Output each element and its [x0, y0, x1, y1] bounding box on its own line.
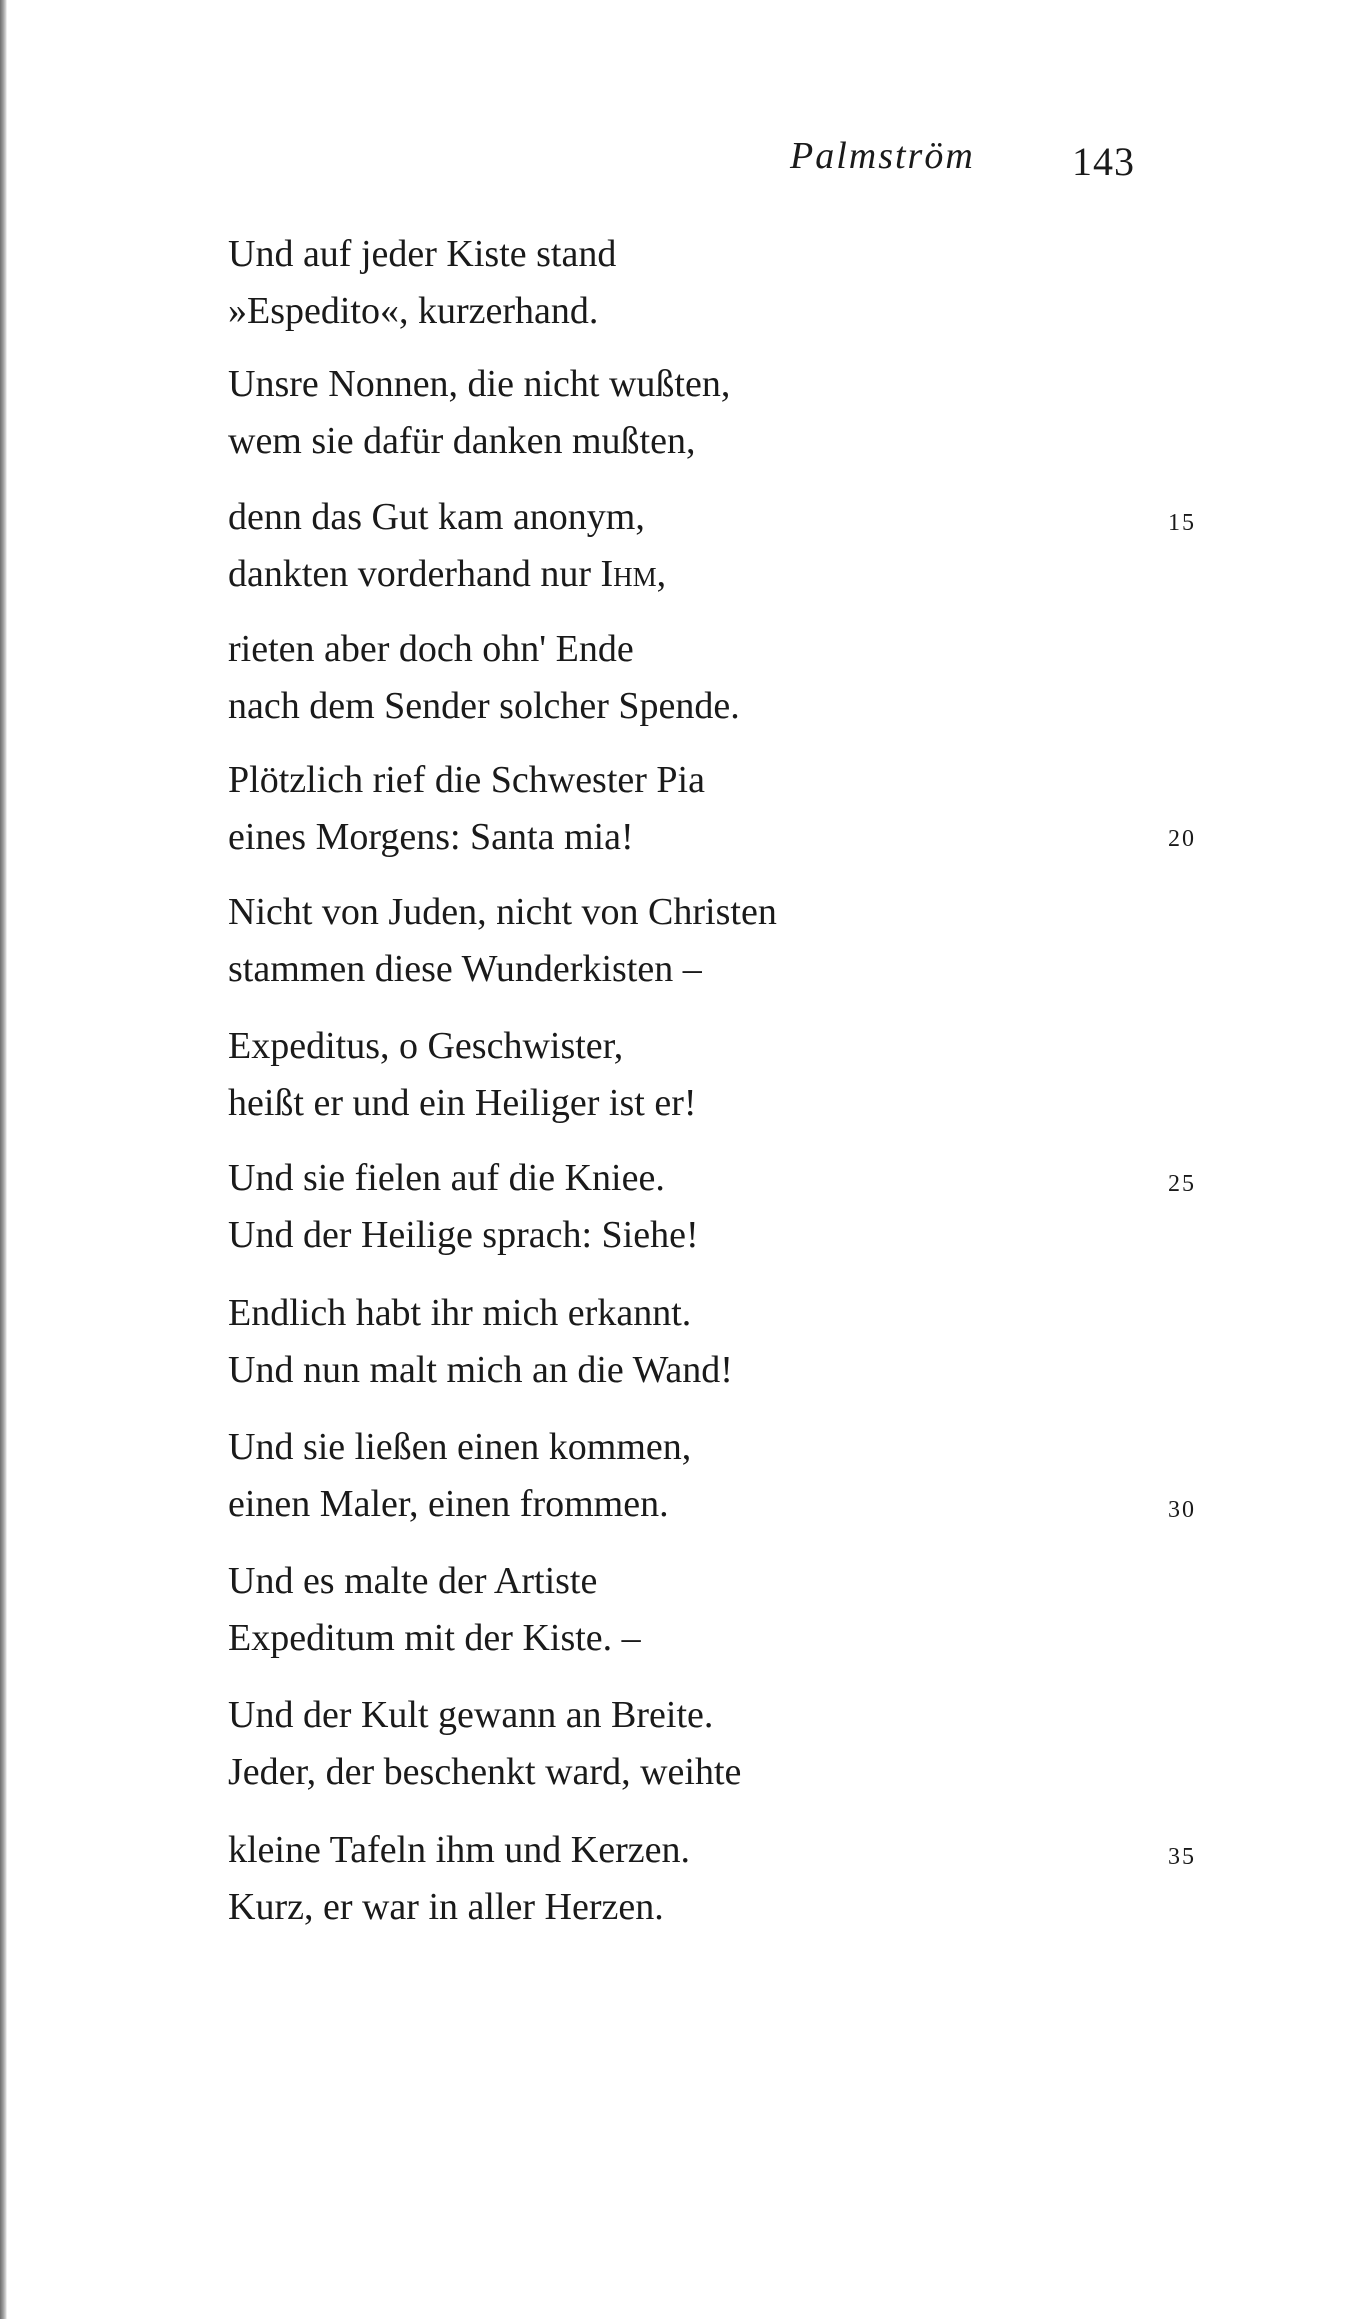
- page-number: 143: [1072, 139, 1135, 184]
- verse-line: Und es malte der Artiste: [228, 1560, 598, 1602]
- verse-line: heißt er und ein Heiliger ist er!: [228, 1082, 697, 1124]
- stanza-3: [228, 489, 666, 603]
- stanza-2: [228, 356, 730, 470]
- verse-line: Nicht von Juden, nicht von Christen: [228, 891, 777, 933]
- stanza-1: [228, 226, 616, 340]
- stanza-12: [228, 1687, 741, 1801]
- verse-line: stammen diese Wunderkisten –: [228, 948, 702, 990]
- small-caps-word: hm: [613, 553, 657, 595]
- verse-line: [228, 546, 666, 603]
- stanza-4: [228, 621, 740, 735]
- stanza-10: [228, 1419, 691, 1533]
- verse-line: einen Maler, einen frommen.: [228, 1483, 669, 1525]
- verse-line: Und der Kult gewann an Breite.: [228, 1694, 714, 1736]
- verse-line: kleine Tafeln ihm und Kerzen.: [228, 1829, 690, 1871]
- verse-line: wem sie dafür danken mußten,: [228, 420, 696, 462]
- verse-line: Und auf jeder Kiste stand: [228, 233, 617, 275]
- verse-line: eines Morgens: Santa mia!: [228, 816, 634, 858]
- stanza-9: [228, 1285, 733, 1399]
- line-number-15: 15: [1168, 510, 1196, 536]
- verse-line: Und der Heilige sprach: Siehe!: [228, 1214, 699, 1256]
- verse-line: denn das Gut kam anonym,: [228, 496, 645, 538]
- stanza-13: [228, 1822, 690, 1936]
- verse-line: Expeditum mit der Kiste. –: [228, 1617, 641, 1659]
- stanza-5: [228, 752, 705, 866]
- stanza-6: [228, 884, 777, 998]
- verse-line: »Espedito«, kurzerhand.: [228, 290, 599, 332]
- verse-line: nach dem Sender solcher Spende.: [228, 685, 740, 727]
- page-edge-shadow: [0, 0, 7, 2319]
- verse-line: Unsre Nonnen, die nicht wußten,: [228, 363, 731, 405]
- verse-line: Und sie fielen auf die Kniee.: [228, 1157, 665, 1199]
- verse-line: Expeditus, o Geschwister,: [228, 1025, 624, 1067]
- verse-line: Und sie ließen einen kommen,: [228, 1426, 692, 1468]
- stanza-8: [228, 1150, 699, 1264]
- verse-line: Endlich habt ihr mich erkannt.: [228, 1292, 692, 1334]
- line-number-25: 25: [1168, 1171, 1196, 1197]
- verse-line-text: dankten vorderhand nur Ihm,: [228, 553, 667, 595]
- verse-line: Jeder, der beschenkt ward, weihte: [228, 1751, 742, 1793]
- verse-line: Plötzlich rief die Schwester Pia: [228, 759, 705, 801]
- line-number-20: 20: [1168, 826, 1196, 852]
- running-head: [0, 128, 1364, 188]
- stanza-7: [228, 1018, 697, 1132]
- verse-line: Und nun malt mich an die Wand!: [228, 1349, 733, 1391]
- stanza-11: [228, 1553, 641, 1667]
- line-number-30: 30: [1168, 1497, 1196, 1523]
- verse-line: rieten aber doch ohn' Ende: [228, 628, 634, 670]
- verse-line: Kurz, er war in aller Herzen.: [228, 1886, 664, 1928]
- line-number-35: 35: [1168, 1844, 1196, 1870]
- running-title: Palmström: [790, 135, 975, 177]
